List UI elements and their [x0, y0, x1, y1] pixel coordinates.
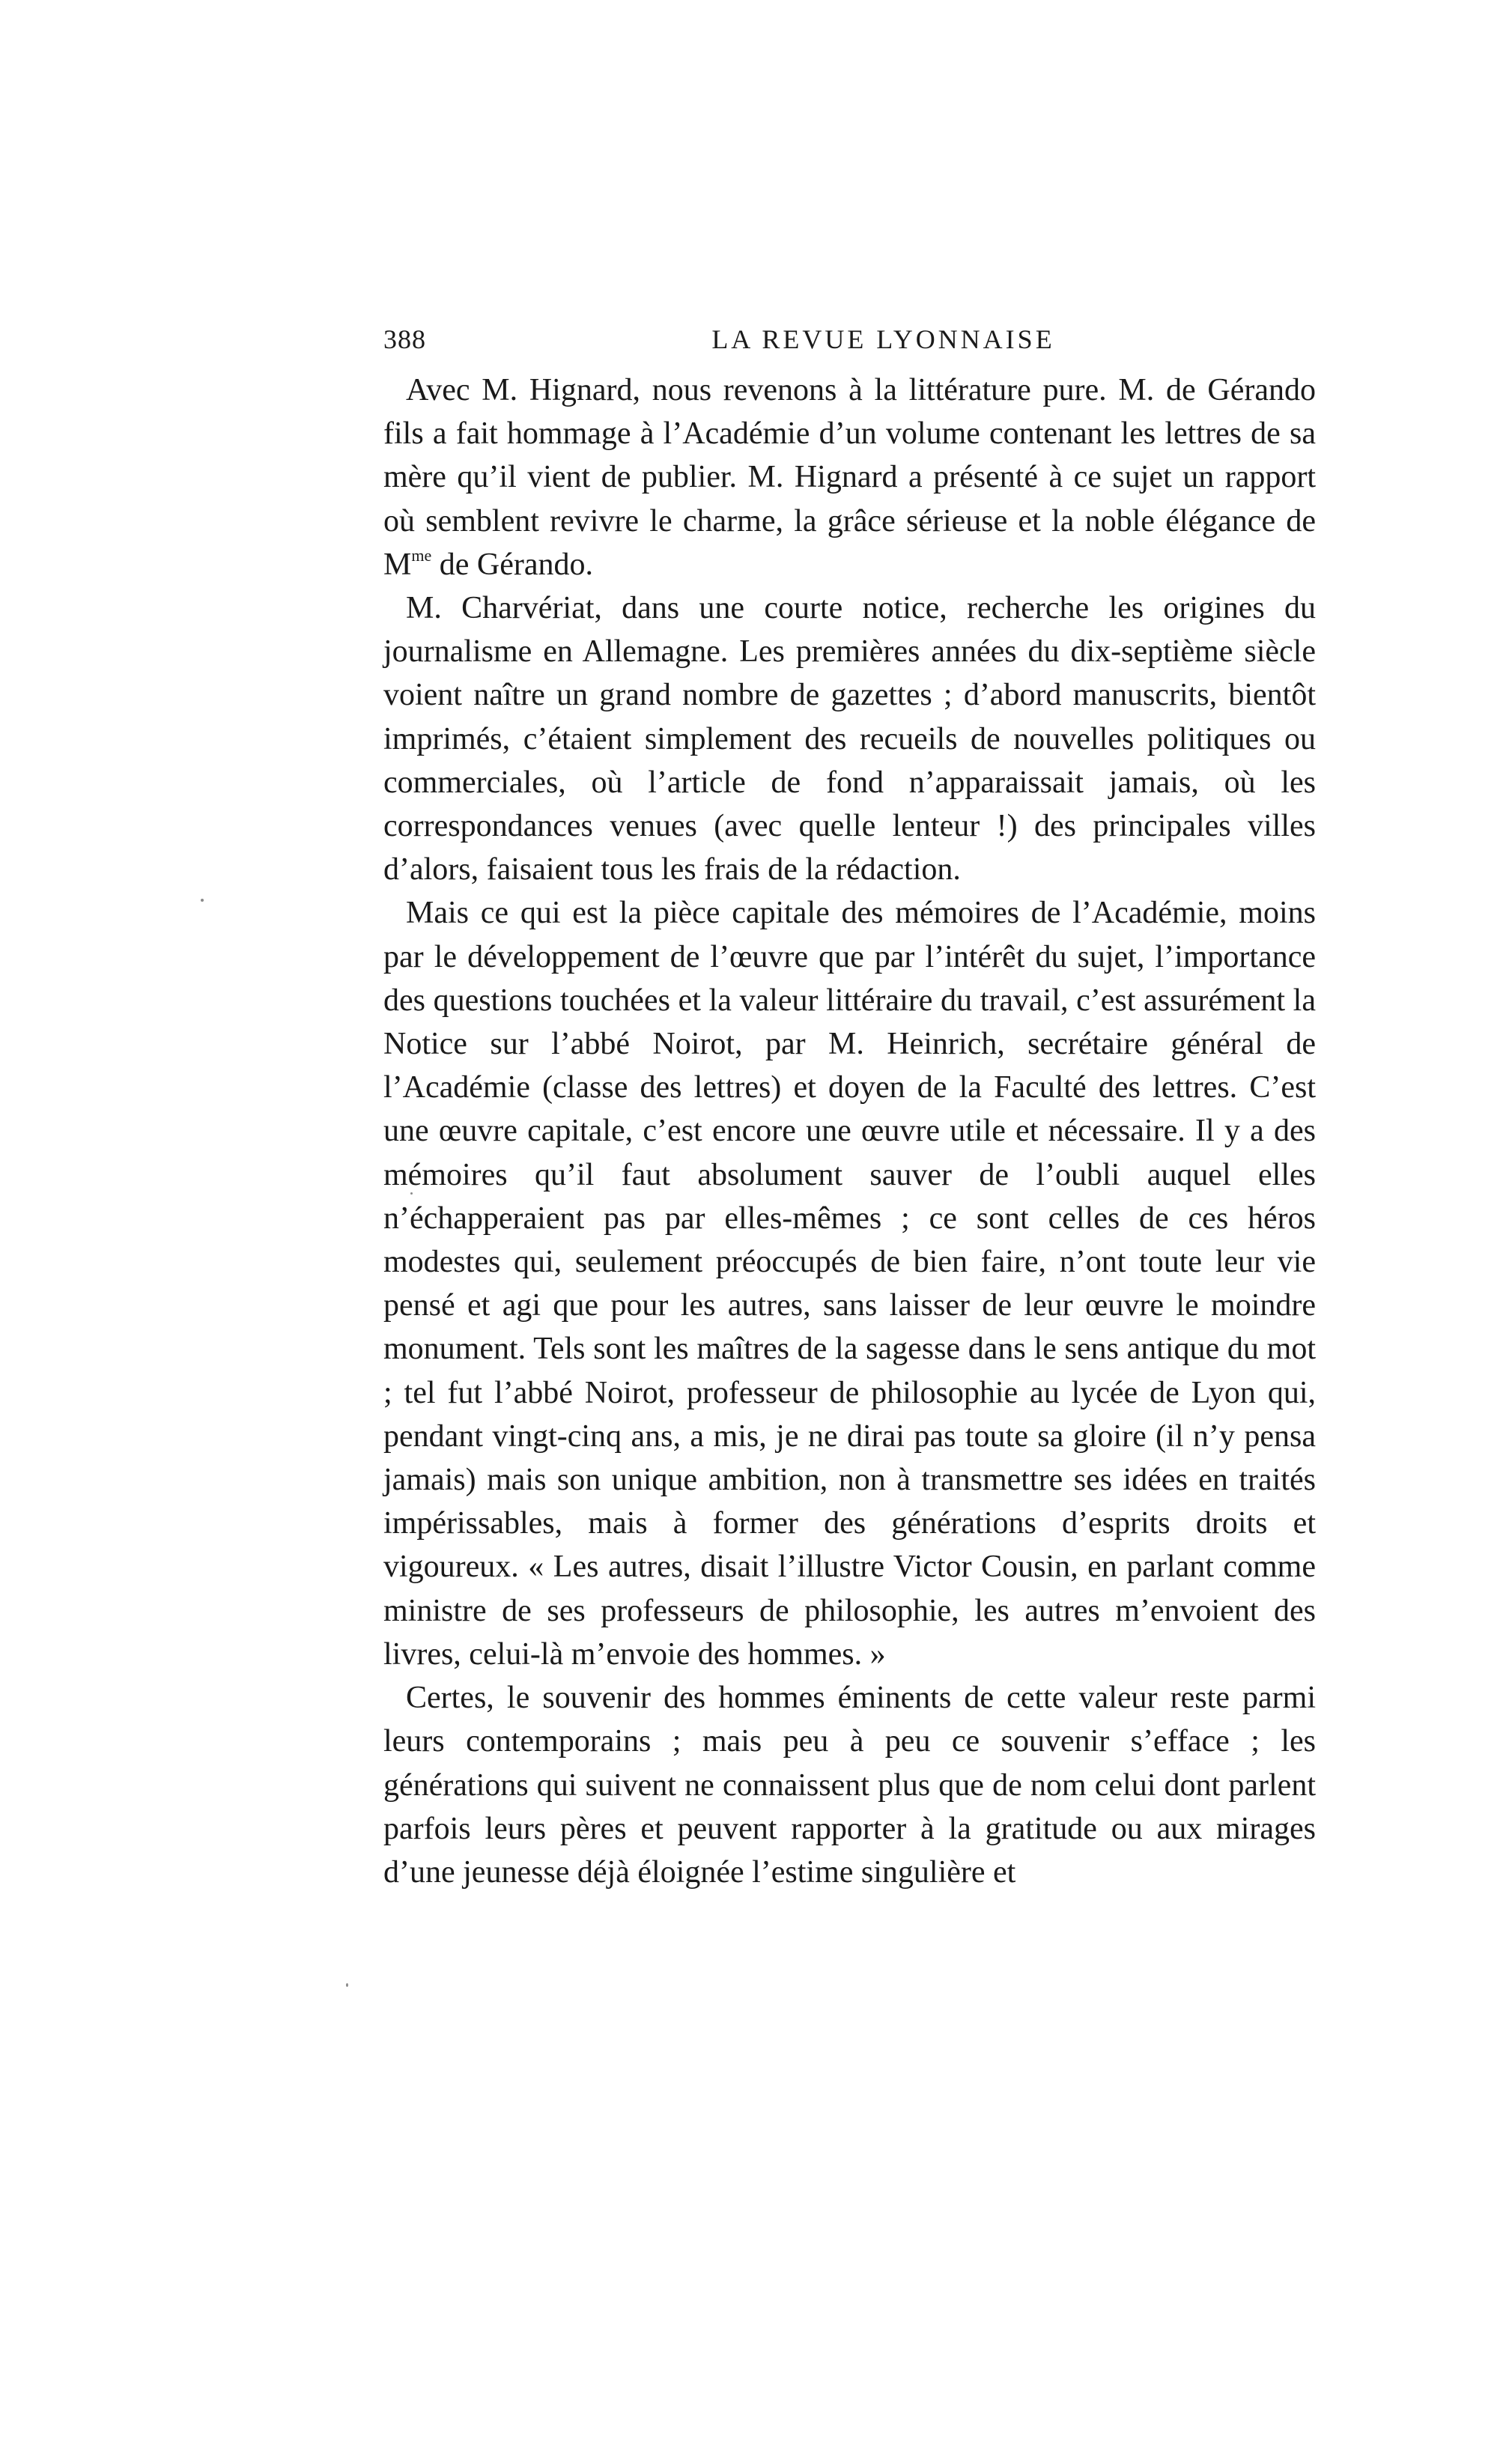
paragraph-hignard-text: Avec M. Hignard, nous revenons à la littérature pure. M. de Gérando fils a fait hommage à l’Académie d’un volume contenant les lettres de sa mère qu’il vient de publier. M. Hignard a présenté à ce sujet un rapport où semblent revivre le charme, la grâce sérieuse et la noble élégance de M	[383, 373, 1316, 582]
superscript-me: me	[411, 545, 432, 565]
page-number: 388	[383, 324, 426, 354]
paper-speck	[410, 1192, 413, 1195]
running-header	[383, 321, 1316, 358]
paper-speck	[201, 899, 204, 902]
paragraph-charveriat: M. Charvériat, dans une courte notice, recherche les origines du journalisme en Allemagne. Les premières années du dix-septième siècle voient naître un grand nombre de gazettes ; d’abord manuscrits, bientôt imprimés, c’étaient simplement des recueils de nouvelles politiques ou commerciales, où l’article de fond n’apparaissait jamais, où les correspondances venues (avec quelle lenteur !) des principales villes d’alors, faisaient tous les frais de la rédaction.	[383, 591, 1316, 887]
paragraph-noirot: Mais ce qui est la pièce capitale des mémoires de l’Académie, moins par le développement de l’œuvre que par l’intérêt du sujet, l’importance des questions touchées et la valeur littéraire du travail, c’est assurément la Notice sur l’abbé Noirot, par M. Heinrich, secrétaire général de l’Académie (classe des lettres) et doyen de la Faculté des lettres. C’est une œuvre capitale, c’est encore une œuvre utile et nécessaire. Il y a des mémoires qu’il faut absolument sauver de l’oubli auquel elles n’échapperaient pas par elles-mêmes ; ce sont celles de ces héros modestes qui, seulement préoccupés de bien faire, n’ont toute leur vie pensé et agi que pour les autres, sans laisser de leur œuvre le moindre monument. Tels sont les maîtres de la sagesse dans le sens antique du mot ; tel fut l’abbé Noirot, professeur de philosophie au lycée de Lyon qui, pendant vingt-cinq ans, a mis, je ne dirai pas toute sa gloire (il n’y pensa jamais) mais son unique ambition, non à transmettre ses idées en traités impérissables, mais à former des générations d’esprits droits et vigoureux. « Les autres, disait l’illustre Victor Cousin, en parlant comme ministre de ses professeurs de philosophie, les autres m’envoient des livres, celui-là m’envoie des hommes. »	[383, 896, 1316, 1672]
journal-title: LA REVUE LYONNAISE	[711, 324, 1055, 354]
paper-speck	[346, 1983, 348, 1987]
paragraph-hignard	[383, 368, 1316, 586]
body-text	[383, 368, 1316, 1894]
paragraph-hignard-end: de Gérando.	[431, 547, 593, 582]
paragraph-souvenir: Certes, le souvenir des hommes éminents de cette valeur reste parmi leurs contemporains ; mais peu à peu ce souvenir s’efface ; les générations qui suivent ne connaissent plus que de nom celui dont parlent parfois leurs pères et peuvent rapporter à la gratitude ou aux mirages d’une jeunesse déjà éloignée l’estime singulière et	[383, 1681, 1316, 1890]
